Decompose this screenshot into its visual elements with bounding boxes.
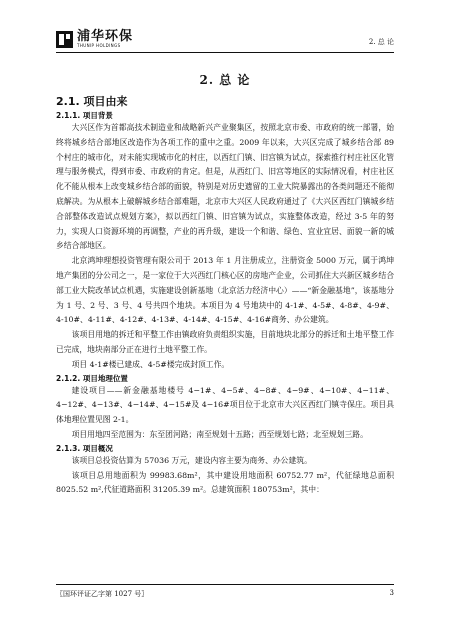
section-heading-2-1: 2.1. 项目由来 [56,95,128,108]
company-logo [56,28,133,50]
paragraph: 大兴区作为首都高技术制造业和战略新兴产业聚集区，按照北京市委、市政府的统一部署，始终将城乡结合部地区改造作为各项工作的重中之重。2009 年以来，大兴区完成了城乡结合部 89 个村庄的城市化，对未能实现城市化的村庄，以西红门镇、旧宫镇为试点，探索推行村庄社区化管理与服务模式，得到市委、市政府的肯定。但是，从西红门、旧宫等地区的实际情况看，村庄社区化不能从根本上改变城乡结合部的面貌，特别是对历史遗留的工业大院暴露出的各类问题还不能彻底解决。为从根本上破解城乡结合部难题，北京市大兴区人民政府通过了《大兴区西红门镇城乡结合部整体改造试点规划方案》，拟以西红门镇、旧宫镇为试点，实施整体改造，经过 3-5 年的努力，实现人口资源环境的再调整，产业的再升级，建设一个和谐、绿色、宜业宜居、面貌一新的城乡结合部地区。 [56,123,394,251]
section-heading-2-1-3: 2.1.3. 项目概况 [56,443,113,453]
paragraph: 建设项目——新金融基地楼号 4−1#、4−5#、4−8#、4−9#、4−10#、4−11#、4−12#、4−13#、4−14#、4−15#及 4−16#项目位于北京市大兴区西红门镇寺保庄。项目具体地理位置见图 2-1。 [56,385,394,425]
document-number: 〖国环评证乙字第 1027 号〗 [56,590,149,598]
logo-chinese-name: 浦华环保 [77,29,134,44]
paragraph: 该项目用地的拆迁和平整工作由镇政府负责组织实施，目前地块北部分的拆迁和土地平整工作已完成，地块南部分正在进行土地平整工作。 [56,330,394,354]
paragraph: 项目 4-1#楼已建成、4-5#楼完成封顶工作。 [71,359,230,369]
document-body [56,94,394,498]
chapter-title: 2. 总 论 [199,73,251,87]
header-divider [56,52,394,53]
chapter-label: 2. 总 论 [368,38,394,46]
paragraph: 北京鸿坤理想投资管理有限公司于 2013 年 1 月注册成立，注册资金 5000 万元，属于鸿坤地产集团的分公司之一，是一家位于大兴西红门核心区的房地产企业，公司抓住大兴新区城乡结合部工业大院改革试点机遇，实施建设创新基地（北京活力经济中心）——“新金融基地”，该基地分为 1 号、2 号、3 号、4 号共四个地块。本项目为 4 号地块中的 4-1#、4-5#、4-8#、4-9#、4-10#、4-11#、4-12#、4-13#、4-14#、4-15#、4-16#商务、办公建筑。 [56,256,394,325]
page-footer [56,584,394,605]
paragraph: 该项目总用地面积为 99983.68m²，其中建设用地面积 60752.77 m²，代征绿地总面积 8025.52 m²,代征道路面积 31205.39 m²。总建筑面积 180753m²，其中： [56,470,394,495]
page-number: 3 [389,589,394,597]
logo-english-name: THUNIP HOLDINGS [77,43,121,48]
paragraph: 该项目总投资估算为 57036 万元，建设内容主要为商务、办公建筑。 [71,455,312,465]
logo-mark-icon [56,31,73,48]
section-heading-2-1-2: 2.1.2. 项目地理位置 [56,373,128,383]
section-heading-2-1-1: 2.1.1. 项目背景 [56,111,113,120]
paragraph: 项目用地四至范围为：东至团河路；南至规划十五路；西至规划七路；北至规划三路。 [71,429,368,439]
page-header [56,28,394,52]
